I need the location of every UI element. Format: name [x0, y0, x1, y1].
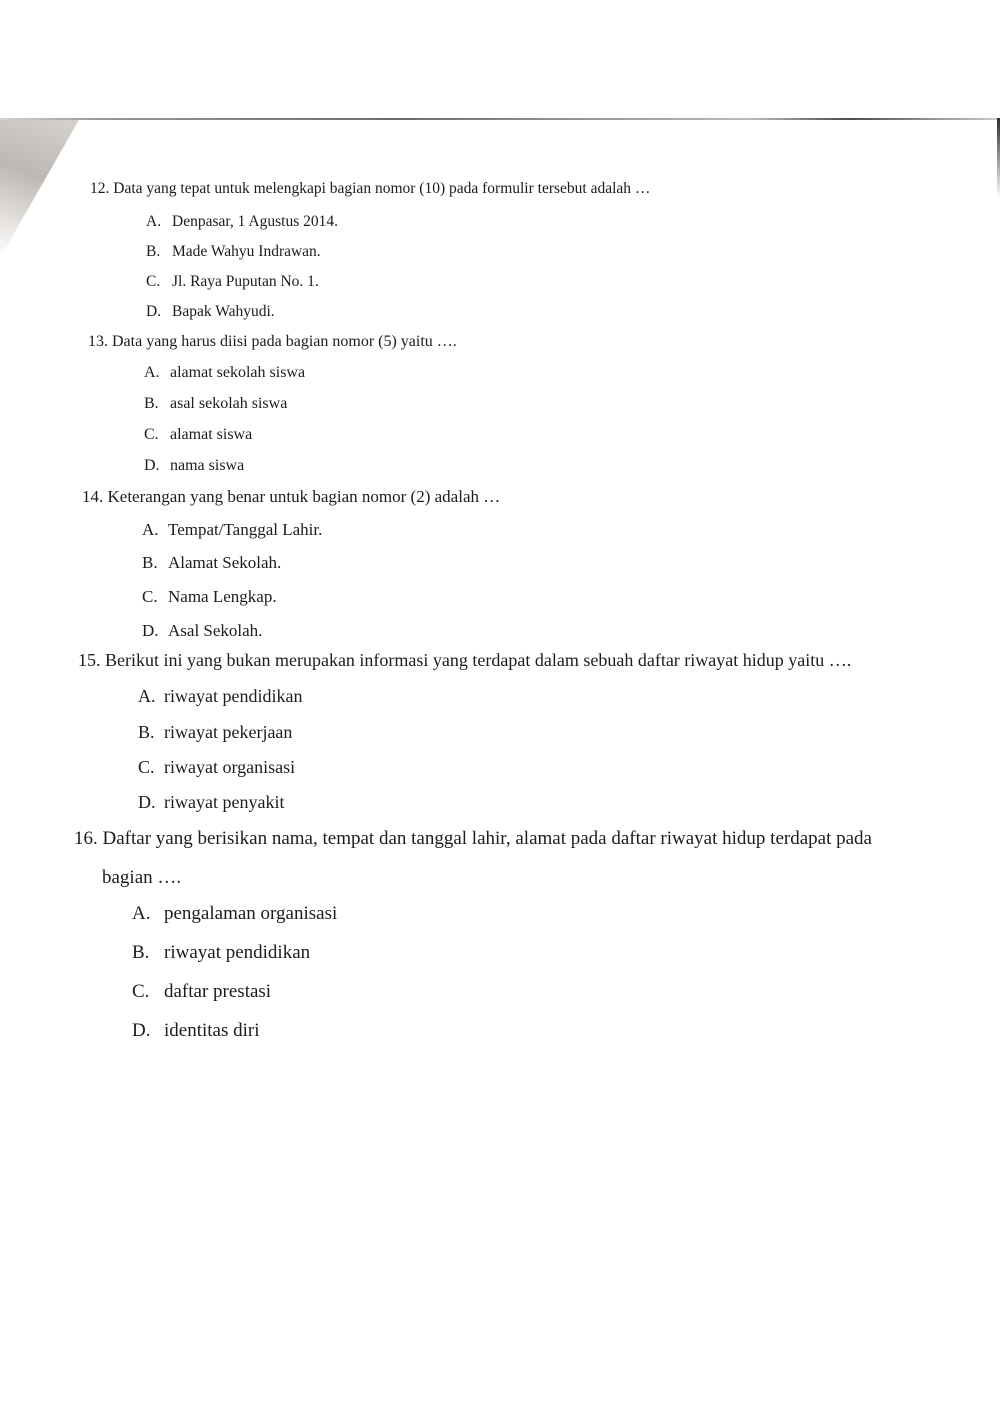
- option-letter: A.: [132, 903, 151, 924]
- page-fold-shadow: [0, 118, 90, 258]
- question-13-text: 13. Data yang harus diisi pada bagian nomor (5) yaitu ….: [88, 333, 457, 350]
- question-16-option-b[interactable]: [132, 942, 310, 964]
- question-15-option-c[interactable]: [138, 757, 295, 778]
- option-letter: D.: [146, 303, 162, 320]
- option-letter: D.: [138, 792, 156, 812]
- option-text: riwayat pendidikan: [164, 942, 311, 963]
- option-text: Asal Sekolah.: [168, 621, 263, 640]
- option-text: Alamat Sekolah.: [168, 553, 282, 572]
- option-text: Made Wahyu Indrawan.: [172, 243, 321, 260]
- option-text: nama siswa: [170, 457, 245, 474]
- option-letter: C.: [144, 426, 159, 443]
- question-15-option-a[interactable]: [138, 686, 302, 707]
- question-14-option-c[interactable]: [142, 587, 277, 607]
- option-letter: C.: [138, 757, 155, 777]
- option-letter: C.: [146, 273, 161, 290]
- question-12-option-b[interactable]: [146, 243, 321, 261]
- option-text: asal sekolah siswa: [170, 395, 288, 412]
- option-letter: D.: [144, 457, 160, 474]
- question-13-option-a[interactable]: [144, 364, 305, 382]
- question-14-option-a[interactable]: [142, 520, 322, 540]
- option-text: alamat siswa: [170, 426, 253, 443]
- option-letter: A.: [144, 364, 160, 381]
- question-12-option-d[interactable]: [146, 303, 275, 321]
- option-letter: B.: [142, 553, 158, 572]
- option-text: riwayat organisasi: [164, 757, 296, 777]
- option-text: riwayat pendidikan: [164, 686, 303, 706]
- option-letter: A.: [138, 686, 156, 706]
- option-letter: B.: [144, 395, 159, 412]
- option-letter: B.: [146, 243, 161, 260]
- option-text: pengalaman organisasi: [164, 903, 338, 924]
- question-13-option-b[interactable]: [144, 395, 287, 413]
- question-16-option-a[interactable]: [132, 903, 337, 925]
- option-text: Nama Lengkap.: [168, 587, 277, 606]
- question-15-option-b[interactable]: [138, 722, 292, 743]
- question-16-text: 16. Daftar yang berisikan nama, tempat dan tanggal lahir, alamat pada daftar riwayat hidup terdapat pada: [74, 828, 872, 849]
- option-letter: D.: [132, 1020, 151, 1041]
- option-letter: A.: [146, 213, 162, 230]
- page-top-edge: [0, 118, 1000, 120]
- option-text: daftar prestasi: [164, 981, 272, 1002]
- option-text: riwayat penyakit: [164, 792, 285, 812]
- option-letter: A.: [142, 520, 159, 539]
- question-16-option-d[interactable]: [132, 1020, 260, 1042]
- question-14-text: 14. Keterangan yang benar untuk bagian nomor (2) adalah …: [82, 487, 501, 506]
- question-15-text: 15. Berikut ini yang bukan merupakan informasi yang terdapat dalam sebuah daftar riwayat hidup yaitu ….: [78, 650, 852, 670]
- question-14-option-d[interactable]: [142, 621, 262, 641]
- question-12-option-c[interactable]: [146, 273, 319, 291]
- question-12-option-a[interactable]: [146, 213, 338, 231]
- option-text: identitas diri: [164, 1020, 260, 1041]
- question-16-continuation: bagian ….: [102, 867, 182, 888]
- option-letter: B.: [132, 942, 150, 963]
- question-16-option-c[interactable]: [132, 981, 271, 1003]
- option-text: alamat sekolah siswa: [170, 364, 306, 381]
- option-text: Tempat/Tanggal Lahir.: [168, 520, 323, 539]
- option-text: riwayat pekerjaan: [164, 722, 293, 742]
- option-letter: B.: [138, 722, 155, 742]
- question-13-option-c[interactable]: [144, 426, 252, 444]
- question-13-option-d[interactable]: [144, 457, 244, 475]
- question-15-option-d[interactable]: [138, 792, 284, 813]
- question-12-text: 12. Data yang tepat untuk melengkapi bagian nomor (10) pada formulir tersebut adalah …: [90, 180, 651, 197]
- option-text: Jl. Raya Puputan No. 1.: [172, 273, 319, 290]
- option-letter: C.: [132, 981, 150, 1002]
- option-text: Denpasar, 1 Agustus 2014.: [172, 213, 338, 230]
- question-14-option-b[interactable]: [142, 553, 281, 573]
- option-letter: C.: [142, 587, 158, 606]
- option-text: Bapak Wahyudi.: [172, 303, 275, 320]
- option-letter: D.: [142, 621, 159, 640]
